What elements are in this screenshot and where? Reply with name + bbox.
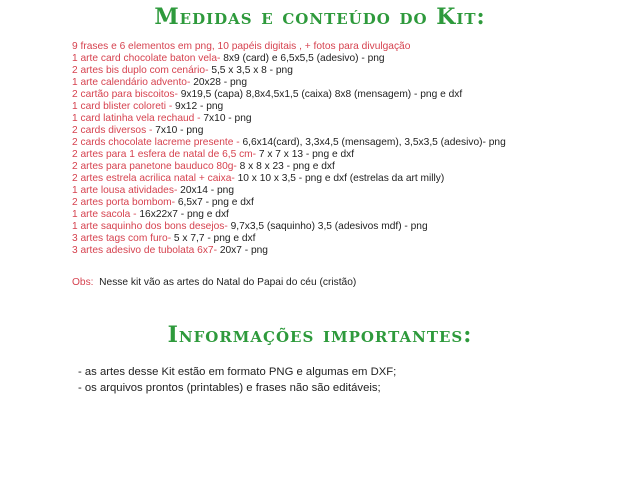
kit-item-detail: 16x22x7 - png e dxf <box>139 209 229 220</box>
kit-item <box>72 173 632 185</box>
heading-informacoes: Informações importantes: <box>167 322 473 348</box>
kit-item-label: 2 cartão para biscoitos- <box>72 89 181 100</box>
kit-item-detail: 20x14 - png <box>180 185 234 196</box>
kit-item-detail: 7x10 - png <box>203 113 252 124</box>
kit-item <box>72 161 632 173</box>
kit-item <box>72 77 632 89</box>
kit-item-label: 3 artes tags com furo- <box>72 233 174 244</box>
kit-item-label: 9 frases e 6 elementos em png, 10 papéis digitais , + fotos para divulgação <box>72 41 411 52</box>
kit-item-label: 1 arte card chocolate baton vela- <box>72 53 224 64</box>
kit-item-detail: 20x28 - png <box>193 77 248 88</box>
kit-item-detail: 9x19,5 (capa) 8,8x4,5x1,5 (caixa) 8x8 (mensagem) - png e dxf <box>180 89 463 100</box>
kit-item-detail: 6,6x14(card), 3,3x4,5 (mensagem), 3,5x3,5 (adesivo)- png <box>242 137 506 148</box>
kit-item-detail: 8 x 8 x 23 - png e dxf <box>239 161 335 172</box>
kit-item-label: 2 cards diversos - <box>72 125 156 136</box>
kit-item-label: 1 arte lousa atividades- <box>72 185 181 196</box>
kit-item <box>72 245 632 257</box>
kit-item-label: 2 artes bis duplo com cenário- <box>72 65 212 76</box>
kit-item <box>72 209 632 221</box>
kit-item-label: 1 arte sacola - <box>72 209 140 220</box>
kit-item <box>72 137 632 149</box>
kit-item <box>72 101 632 113</box>
obs-label: Obs: <box>72 277 94 288</box>
info-item: - os arquivos prontos (printables) e frases não são editáveis; <box>78 382 381 394</box>
kit-item <box>72 149 632 161</box>
kit-item-detail: 5 x 7,7 - png e dxf <box>173 233 256 244</box>
kit-item <box>72 65 632 77</box>
kit-item <box>72 113 632 125</box>
kit-item-detail: 6,5x7 - png e dxf <box>177 197 254 208</box>
kit-item <box>72 233 632 245</box>
kit-item <box>72 185 632 197</box>
kit-item-detail: 9,7x3,5 (saquinho) 3,5 (adesivos mdf) - png <box>230 221 428 232</box>
kit-item-detail: 10 x 10 x 3,5 - png e dxf (estrelas da art milly) <box>237 173 445 184</box>
kit-content-list <box>72 41 632 257</box>
kit-item <box>72 125 632 137</box>
kit-item <box>72 41 632 53</box>
kit-item-detail: 7 x 7 x 13 - png e dxf <box>258 149 355 160</box>
kit-item-label: 1 arte calendário advento- <box>72 77 194 88</box>
kit-item <box>72 53 632 65</box>
kit-item-detail: 20x7 - png <box>219 245 268 256</box>
heading-medidas: Medidas e conteúdo do Kit: <box>154 4 486 30</box>
info-item: - as artes desse Kit estão em formato PNG e algumas em DXF; <box>78 366 397 378</box>
kit-item-label: 2 artes estrela acrilica natal + caixa- <box>72 173 238 184</box>
kit-item-detail: 7x10 - png <box>155 125 204 136</box>
kit-item-label: 1 card latinha vela rechaud - <box>72 113 204 124</box>
kit-item-label: 1 card blister coloreti - <box>72 101 176 112</box>
kit-item-label: 2 artes para 1 esfera de natal de 6,5 cm- <box>72 149 259 160</box>
obs-text: Nesse kit vão as artes do Natal do Papai do céu (cristão) <box>93 277 357 288</box>
kit-item-label: 2 artes porta bombom- <box>72 197 178 208</box>
kit-item <box>72 89 632 101</box>
kit-item-detail: 9x12 - png <box>175 101 224 112</box>
obs-note <box>72 277 356 289</box>
kit-item <box>72 197 632 209</box>
kit-item-detail: 8x9 (card) e 6,5x5,5 (adesivo) - png <box>223 53 385 64</box>
kit-item-detail: 5,5 x 3,5 x 8 - png <box>211 65 293 76</box>
kit-item-label: 2 cards chocolate lacreme presente - <box>72 137 243 148</box>
kit-item-label: 2 artes para panetone bauduco 80g- <box>72 161 240 172</box>
info-list <box>78 364 396 396</box>
kit-item-label: 1 arte saquinho dos bons desejos- <box>72 221 231 232</box>
kit-item-label: 3 artes adesivo de tubolata 6x7- <box>72 245 220 256</box>
kit-item <box>72 221 632 233</box>
cropped-text-line <box>78 395 368 398</box>
